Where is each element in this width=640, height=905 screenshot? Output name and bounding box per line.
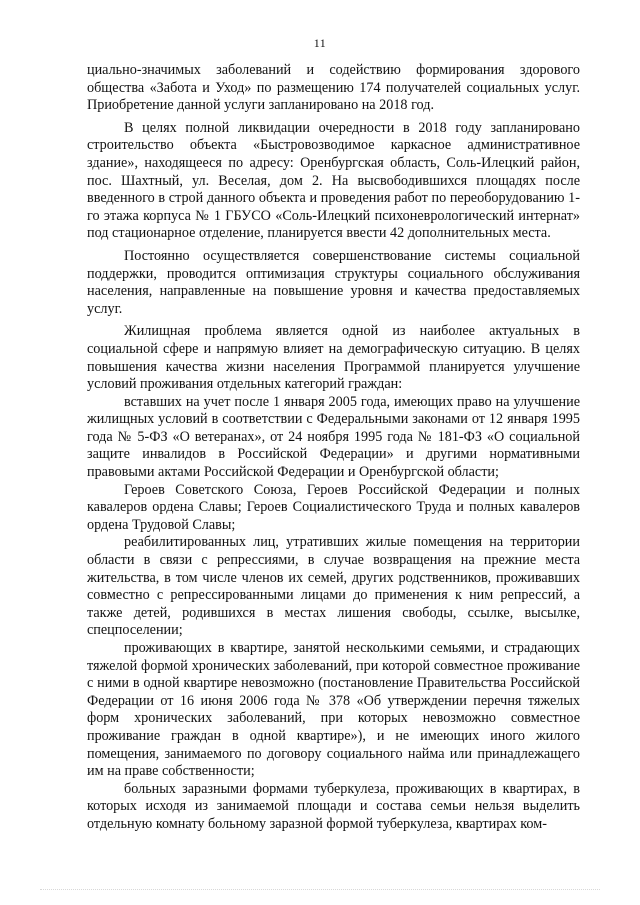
list-item-registered-citizens: вставших на учет после 1 января 2005 года, имеющих право на улучшение жилищных условий в соответствии с Федеральными законами от 12 января 1995 года № 5-ФЗ «О ветеранах», от 24 ноября 1995 года № 181-ФЗ «О социальной защите инвалидов в Российской Федерации» и другими нормативными правовыми актами Российской Федерации и Оренбургской области; bbox=[87, 393, 580, 481]
scan-edge-artifact bbox=[40, 889, 600, 891]
list-item-rehabilitated: реабилитированных лиц, утративших жилые помещения на территории области в связи с репрессиями, в случае возвращения на прежние места жительства, в том числе членов их семей, других родственников, проживавших совместно с репрессированными лицами до применения к ним репрессий, а также детей, родившихся в местах лишения свободы, ссылке, высылке, спецпоселении; bbox=[87, 534, 580, 639]
paragraph-social-support: Постоянно осуществляется совершенствование системы социальной поддержки, проводится оптимизация структуры социального обслуживания населения, направленные на повышение уровня и качества предоставляемых услуг. bbox=[87, 247, 580, 317]
paragraph-construction-plan: В целях полной ликвидации очередности в 2018 году запланировано строительство объекта «Быстровозводимое каркасное административное здание», находящееся по адресу: Оренбургская область, Соль-Илецкий район, пос. Шахтный, ул. Веселая, дом 2. На высвободившихся площадях после введенного в строй данного объекта и проведения работ по переоборудованию 1-го этажа корпуса № 1 ГБУСО «Соль-Илецкий психоневрологический интернат» под стационарное отделение, планируется ввести 42 дополнительных места. bbox=[87, 119, 580, 242]
list-item-heroes: Героев Советского Союза, Героев Российской Федерации и полных кавалеров ордена Славы; Героев Социалистического Труда и полных кавалеров ордена Трудовой Славы; bbox=[87, 481, 580, 533]
document-body bbox=[87, 62, 580, 834]
paragraph-continuation: циально-значимых заболеваний и содействию формирования здорового общества «Забота и Уход» по размещению 174 получателей социальных услуг. Приобретение данной услуги запланировано на 2018 год. bbox=[87, 62, 580, 114]
page-number: 11 bbox=[313, 36, 327, 50]
list-item-chronic-illness: проживающих в квартире, занятой несколькими семьями, и страдающих тяжелой формой хронических заболеваний, при которой совместное проживание с ними в одной квартире невозможно (постановление Правительства Российской Федерации от 16 июня 2006 года № 378 «Об утверждении перечня тяжелых форм хронических заболеваний, при которых невозможно совместное проживание граждан в одной квартире»), и не имеющих иного жилого помещения, занимаемого по договору социального найма или принадлежащего им на праве собственности; bbox=[87, 640, 580, 780]
paragraph-housing-problem: Жилищная проблема является одной из наиболее актуальных в социальной сфере и напрямую влияет на демографическую ситуацию. В целях повышения качества жизни населения Программой планируется улучшение условий проживания отдельных категорий граждан: bbox=[87, 323, 580, 393]
list-item-tuberculosis: больных заразными формами туберкулеза, проживающих в квартирах, в которых исходя из занимаемой площади и состава семьи нельзя выделить отдельную комнату больному заразной формой туберкулеза, квартирах ком- bbox=[87, 780, 580, 832]
